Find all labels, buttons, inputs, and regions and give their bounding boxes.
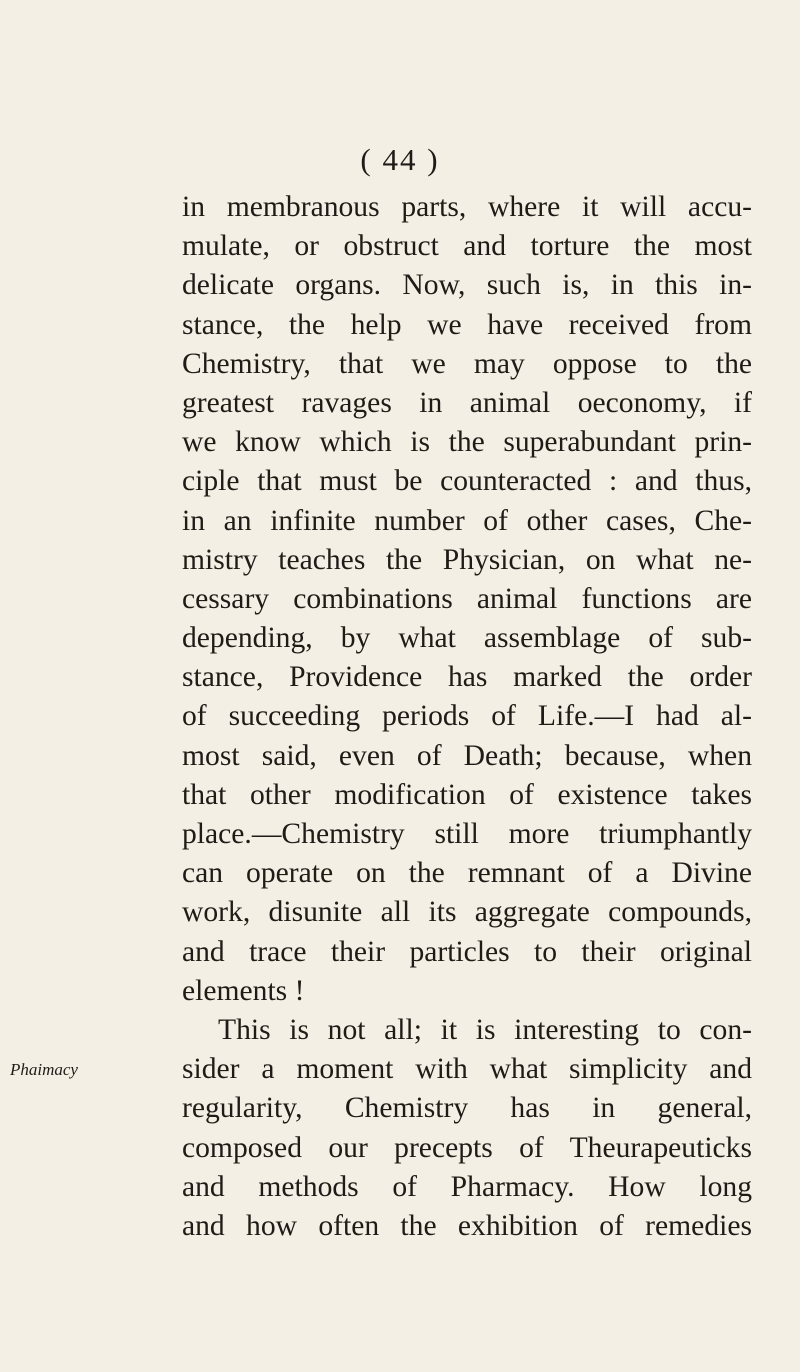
text-line: sider a moment with what simplicity and	[182, 1053, 752, 1086]
body-text	[182, 188, 752, 1246]
text-line: that other modification of existence takes	[182, 778, 752, 811]
text-line: greatest ravages in animal oeconomy, if	[182, 386, 752, 419]
text-line: most said, even of Death; because, when	[182, 739, 752, 772]
text-line: regularity, Chemistry has in general,	[182, 1092, 752, 1125]
text-line: mulate, or obstruct and torture the most	[182, 230, 752, 263]
text-line: ciple that must be counteracted : and thus,	[182, 465, 752, 498]
text-line: elements !	[182, 974, 305, 1007]
text-line: work, disunite all its aggregate compounds,	[182, 896, 752, 929]
text-line: and how often the exhibition of remedies	[182, 1209, 752, 1242]
text-line: and methods of Pharmacy. How long	[182, 1170, 752, 1203]
text-line: composed our precepts of Theurapeuticks	[182, 1131, 752, 1164]
text-line: we know which is the superabundant prin-	[182, 426, 752, 459]
text-line: of succeeding periods of Life.—I had al-	[182, 700, 752, 733]
text-line: cessary combinations animal functions are	[182, 582, 752, 615]
text-line: in an infinite number of other cases, Che-	[182, 504, 752, 537]
text-line: mistry teaches the Physician, on what ne-	[182, 543, 752, 576]
text-line: Chemistry, that we may oppose to the	[182, 347, 752, 380]
text-line: stance, the help we have received from	[182, 308, 752, 341]
text-line: in membranous parts, where it will accu-	[182, 191, 752, 223]
text-line: can operate on the remnant of a Divine	[182, 857, 752, 890]
text-line: depending, by what assemblage of sub-	[182, 622, 752, 655]
page-number: ( 44 )	[360, 142, 440, 177]
text-line: place.—Chemistry still more triumphantly	[182, 818, 752, 850]
text-line: This is not all; it is interesting to con-	[218, 1013, 752, 1046]
text-line: delicate organs. Now, such is, in this in-	[182, 269, 752, 302]
margin-note: Phaimacy	[10, 1060, 78, 1079]
text-line: stance, Providence has marked the order	[182, 661, 752, 694]
text-line: and trace their particles to their original	[182, 935, 752, 968]
